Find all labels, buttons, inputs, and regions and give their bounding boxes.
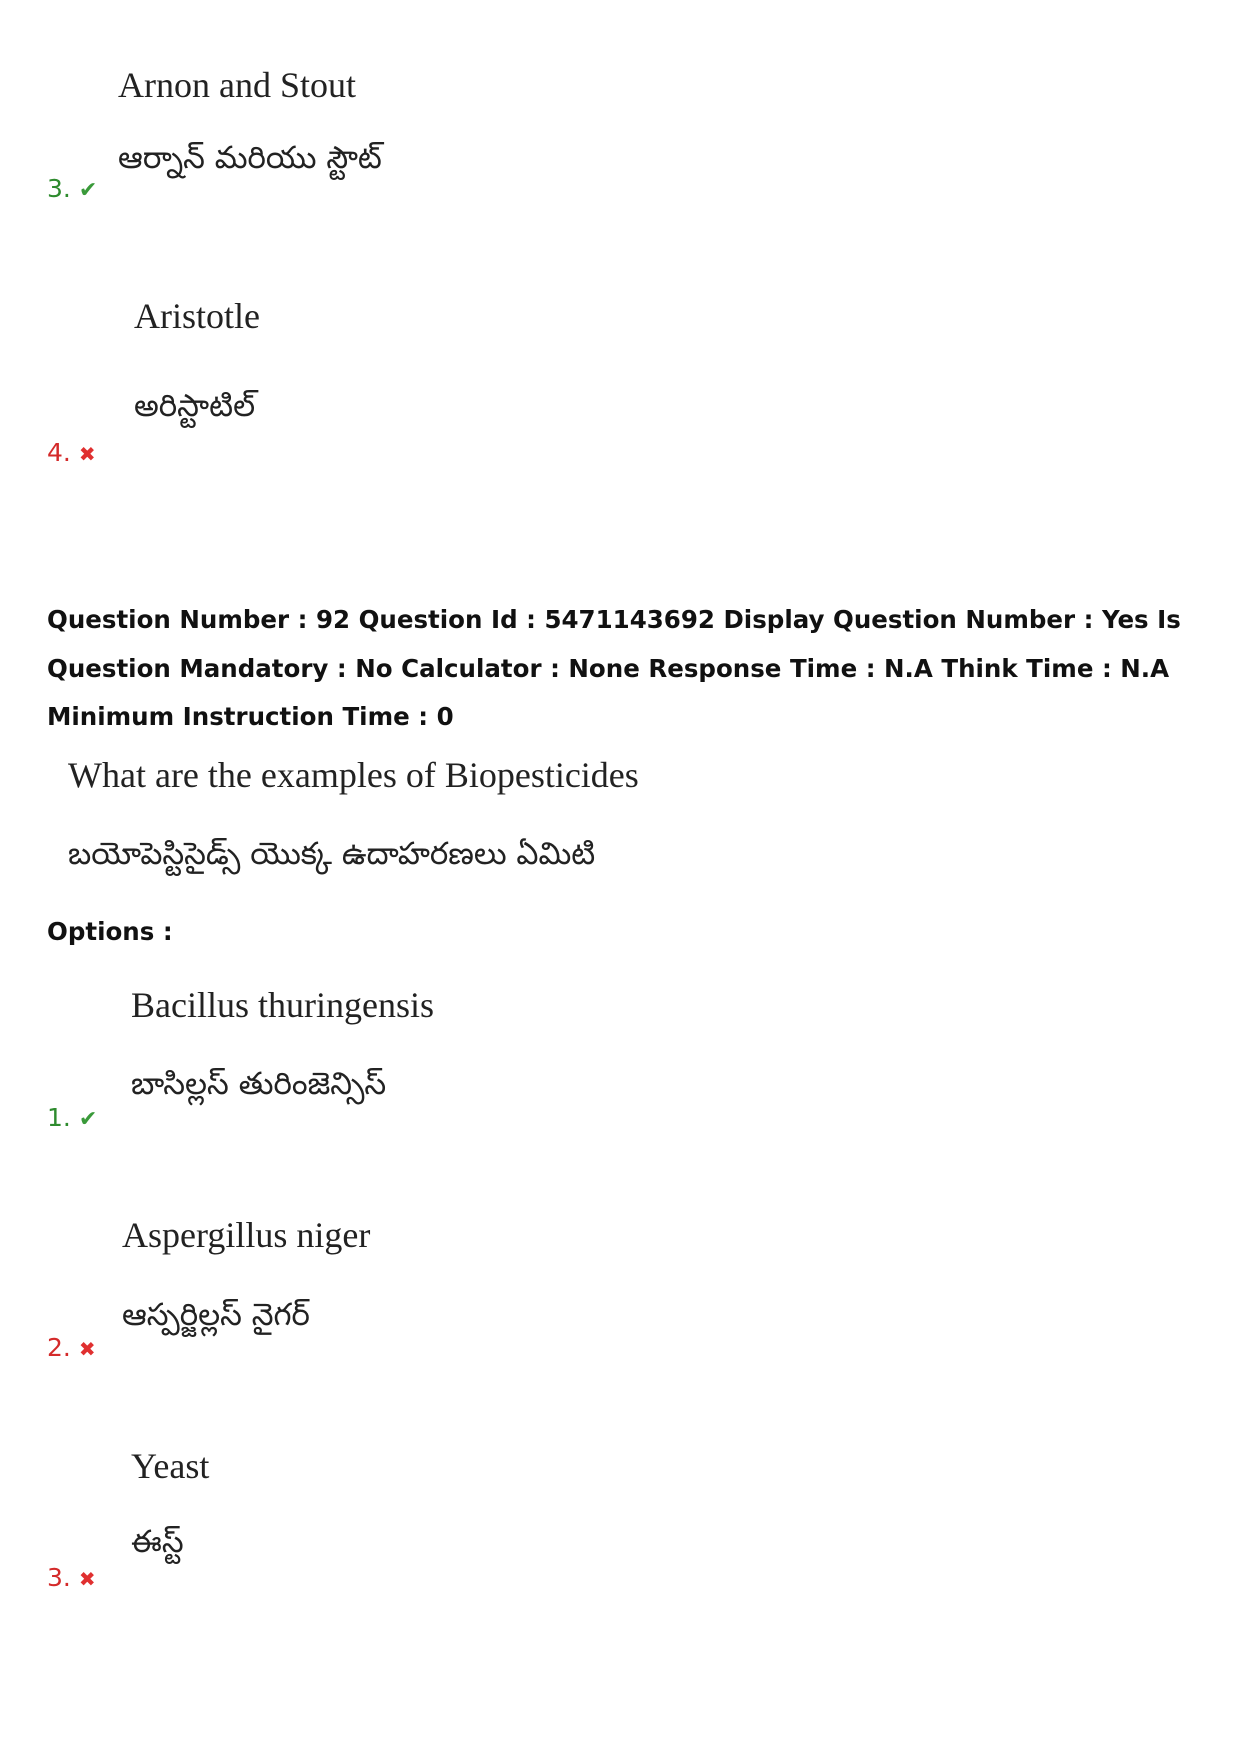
question-english-text: What are the examples of Biopesticides bbox=[68, 755, 639, 795]
question-meta: Question Number : 92 Question Id : 5471143692 Display Question Number : Yes Is Question Mandatory : No Calculator : None Response Time : N.A Think Time : N.A Minimum Instruction Time : 0 bbox=[47, 605, 1181, 731]
option-number-label: 3. bbox=[47, 1563, 71, 1592]
option-number bbox=[47, 438, 96, 467]
option-english-text: Aristotle bbox=[134, 296, 260, 336]
cross-icon: ✖ bbox=[78, 442, 96, 466]
option-number bbox=[47, 174, 97, 203]
option-telugu-text: ఈస్ట్ bbox=[131, 1524, 184, 1560]
check-icon: ✔ bbox=[78, 178, 98, 203]
check-icon: ✔ bbox=[78, 1107, 98, 1132]
option-number-label: 4. bbox=[47, 438, 71, 467]
cross-icon: ✖ bbox=[78, 1337, 96, 1361]
option-number-label: 1. bbox=[47, 1103, 71, 1132]
option-telugu-text: అరిస్టాటిల్ bbox=[134, 388, 256, 424]
option-english-text: Bacillus thuringensis bbox=[131, 985, 434, 1025]
option-number bbox=[47, 1103, 97, 1132]
option-telugu-text: ఆర్నాన్ మరియు స్టౌట్ bbox=[118, 140, 382, 176]
option-telugu-text: ఆస్పర్జిల్లస్ నైగర్ bbox=[122, 1297, 310, 1333]
option-telugu-text: బాసిల్లస్ తురింజెన్సిస్ bbox=[131, 1066, 387, 1102]
option-number bbox=[47, 1563, 96, 1592]
cross-icon: ✖ bbox=[78, 1567, 96, 1591]
option-number bbox=[47, 1333, 96, 1362]
option-english-text: Arnon and Stout bbox=[118, 65, 356, 105]
option-number-label: 2. bbox=[47, 1333, 71, 1362]
option-english-text: Yeast bbox=[131, 1446, 210, 1486]
options-label: Options : bbox=[47, 917, 173, 946]
option-english-text: Aspergillus niger bbox=[122, 1215, 371, 1255]
question-telugu-text: బయోపెస్టిసైడ్స్ యొక్క ఉదాహరణలు ఏమిటి bbox=[68, 836, 596, 872]
option-number-label: 3. bbox=[47, 174, 71, 203]
